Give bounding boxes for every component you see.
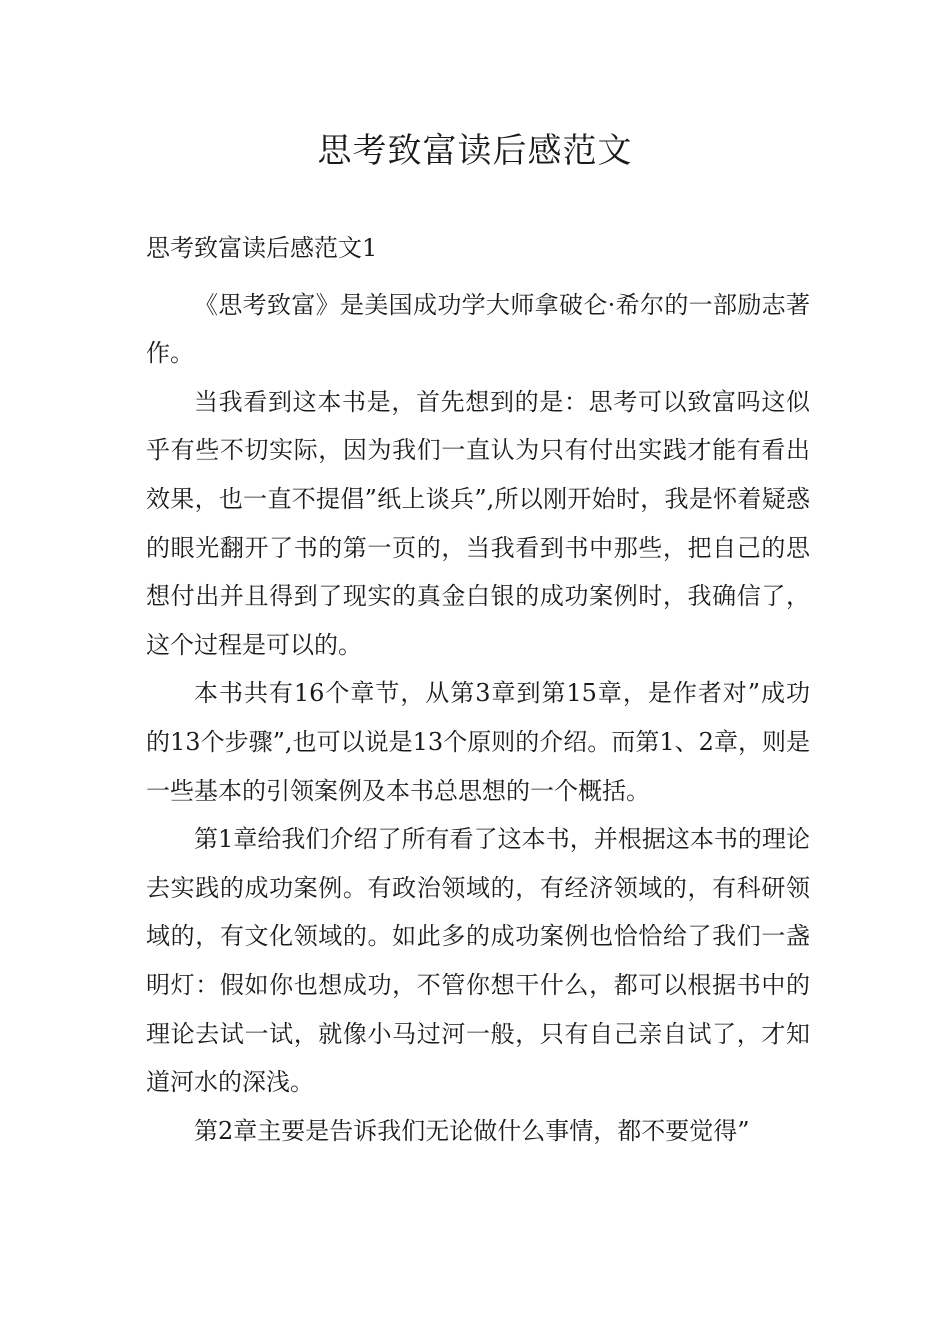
document-body [146, 224, 810, 1155]
paragraph: 第2章主要是告诉我们无论做什么事情，都不要觉得” [194, 1116, 750, 1145]
paragraph: 本书共有16个章节，从第3章到第15章，是作者对”成功的13个步骤”,也可以说是13个原则的介绍。而第1、2章，则是一些基本的引领案例及本书总思想的一个概括。 [146, 679, 810, 805]
paragraph: 当我看到这本书是，首先想到的是：思考可以致富吗这似乎有些不切实际，因为我们一直认为只有付出实践才能有看出效果，也一直不提倡”纸上谈兵”,所以刚开始时，我是怀着疑惑的眼光翻开了书的第一页的，当我看到书中那些，把自己的思想付出并且得到了现实的真金白银的成功案例时，我确信了，这个过程是可以的。 [146, 387, 810, 659]
paragraph: 第1章给我们介绍了所有看了这本书，并根据这本书的理论去实践的成功案例。有政治领域的，有经济领域的，有科研领域的，有文化领域的。如此多的成功案例也恰恰给了我们一盏明灯：假如你也想成功，不管你想干什么，都可以根据书中的理论去试一试，就像小马过河一般，只有自己亲自试了，才知道河水的深浅。 [146, 825, 810, 1097]
document-title: 思考致富读后感范文 [317, 131, 633, 171]
section-heading: 思考致富读后感范文1 [146, 234, 378, 262]
paragraph: 《思考致富》是美国成功学大师拿破仑·希尔的一部励志著作。 [146, 290, 810, 368]
